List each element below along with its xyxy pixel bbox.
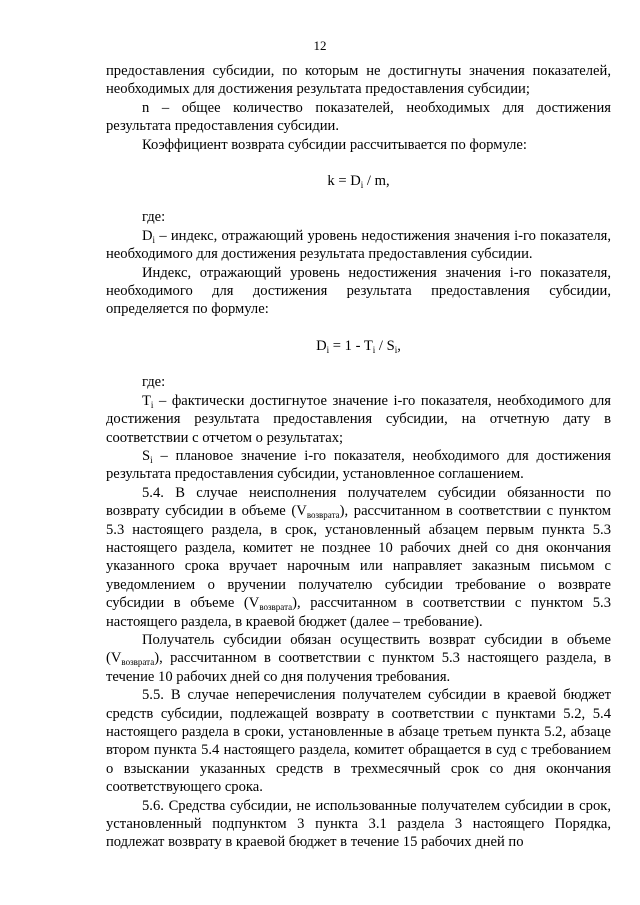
formula-subscript: i xyxy=(372,344,376,355)
paragraph-coefficient-intro: Коэффициент возврата субсидии рассчитывается по формуле: xyxy=(142,136,527,153)
formula-coefficient xyxy=(106,172,611,190)
definition-text: – индекс, отражающий уровень недостижения значения i-го показателя, необходимого для достижения результата предоставления субсидии. xyxy=(106,227,611,263)
paragraph-5-6: 5.6. Средства субсидии, не использованные получателем субсидии в срок, установленный подпунктом 3 пункта 3.1 раздела 3 настоящего Порядка, подлежат возврату в краевой бюджет в течение 15 рабочих дней по xyxy=(106,797,611,851)
formula-part: , xyxy=(397,337,401,354)
text-part: ), рассчитанном в соответствии с пунктом 5.3 настоящего раздела, в течение 10 рабочих дней со дня получения требования. xyxy=(106,650,611,685)
paragraph-di-definition xyxy=(106,227,611,264)
formula-part: k = D xyxy=(327,173,361,190)
paragraph-return-obligation xyxy=(106,631,611,686)
definition-text: – плановое значение i-го показателя, необходимого для достижения результата предоставления субсидии, установленное соглашением. xyxy=(106,447,611,483)
subscript-vozvrata: возврата xyxy=(259,602,293,613)
where-label: где: xyxy=(142,374,166,391)
formula-part: D xyxy=(316,337,327,354)
formula-part: / m, xyxy=(363,173,390,190)
paragraph-n-definition: n – общее количество показателей, необходимых для достижения результата предоставления субсидии. xyxy=(106,99,611,135)
document-body xyxy=(106,62,611,852)
symbol-subscript: i xyxy=(150,454,153,465)
subscript-vozvrata: возврата xyxy=(121,657,155,668)
paragraph-ti-definition xyxy=(106,392,611,447)
formula-subscript: i xyxy=(394,344,398,355)
symbol: D xyxy=(142,227,153,244)
formula-index xyxy=(106,337,611,355)
paragraph-5-5: 5.5. В случае неперечисления получателем субсидии в краевой бюджет средств субсидии, подлежащей возврату в соответствии с пунктами 5.2, 5.4 настоящего раздела в сроки, установленные в абзаце третьем пункта 5.2, абзаце втором пункта 5.4 настоящего раздела, комитет обращается в суд с требованием о взыскании указанных средств в трехмесячный срок со дня окончания соответствующего срока. xyxy=(106,687,611,796)
symbol-subscript: i xyxy=(152,234,156,245)
paragraph-si-definition xyxy=(106,447,611,484)
text-part: ), рассчитанном в соответствии с пунктом 5.3 настоящего раздела, в срок, установленный абзацем первым пункта 5.3 настоящего раздела, комитет не позднее 10 рабочих дней со дня окончания указанного срока вручает нарочным или направляет заказным письмом с уведомлением о вручении получателю субсидии требование о возврате субсидии в объеме (V xyxy=(106,503,612,612)
paragraph-5-4 xyxy=(106,484,611,631)
paragraph-continuation: предоставления субсидии, по которым не достигнуты значения показателей, необходимых для достижения результата предоставления субсидии; xyxy=(106,63,611,98)
formula-part: = 1 - T xyxy=(329,337,373,354)
text-part: Получатель субсидии обязан осуществить возврат субсидии в объеме (V xyxy=(106,631,611,667)
formula-part: / S xyxy=(375,337,395,354)
text-part: ), рассчитанном в соответствии с пунктом 5.3 настоящего раздела, в краевой бюджет (далее – требование). xyxy=(106,595,611,630)
symbol-subscript: i xyxy=(150,399,154,410)
formula-subscript: i xyxy=(326,344,330,355)
formula-subscript: i xyxy=(360,180,364,191)
paragraph-index-intro: Индекс, отражающий уровень недостижения значения i-го показателя, необходимого для достижения результата предоставления субсидии, определяется по формуле: xyxy=(106,264,611,318)
definition-text: – фактически достигнутое значение i-го показателя, необходимого для достижения результата предоставления субсидии, на отчетную дату в соответствии с отчетом о результатах; xyxy=(106,392,611,446)
subscript-vozvrata: возврата xyxy=(306,510,340,521)
symbol: T xyxy=(142,392,151,409)
where-label: где: xyxy=(142,209,166,226)
symbol: S xyxy=(142,447,151,464)
text-part: 5.4. В случае неисполнения получателем субсидии обязанности по возврату субсидии в объеме (V xyxy=(106,484,611,520)
page-number: 12 xyxy=(313,38,327,53)
